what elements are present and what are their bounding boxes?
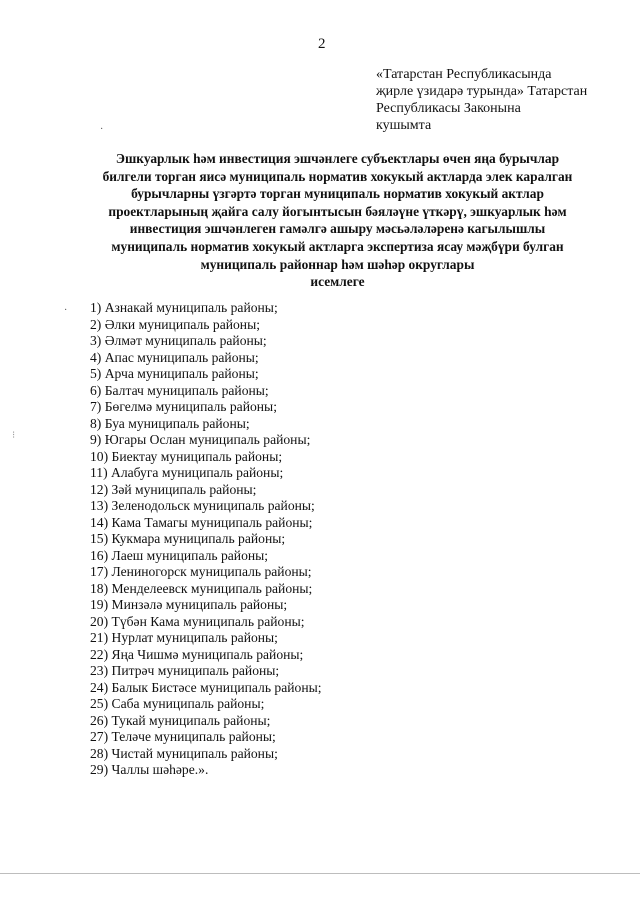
- list-item: 28) Чистай муниципаль районы;: [90, 745, 278, 761]
- title-line: муниципаль районнар һәм шәһәр округлары: [200, 256, 475, 272]
- appendix-note-line: «Татарстан Республикасында: [376, 67, 552, 82]
- title-line: проектларының җайга салу йогынтысын бәяләүне үткәрү, эшкуарлык һәм: [108, 203, 567, 219]
- list-item: 8) Буа муниципаль районы;: [90, 415, 250, 431]
- list-item: 2) Әлки муниципаль районы;: [90, 316, 260, 332]
- list-item: 26) Тукай муниципаль районы;: [90, 712, 271, 728]
- list-item: 1) Азнакай муниципаль районы;: [90, 300, 278, 315]
- appendix-note-line: кушымта: [376, 118, 432, 133]
- list-item: 5) Арча муниципаль районы;: [90, 366, 259, 381]
- list-item: 3) Әлмәт муниципаль районы;: [90, 333, 267, 348]
- list-item: 17) Лениногорск муниципаль районы;: [90, 564, 312, 579]
- list-item: 23) Питрәч муниципаль районы;: [90, 663, 280, 678]
- list-item: 15) Кукмара муниципаль районы;: [90, 531, 286, 546]
- document-title: [60, 150, 615, 291]
- title-line: инвестиция эшчәнлеген гамәлгә ашыру мәсьәләләренә кагылышлы: [129, 221, 546, 237]
- title-line: Эшкуарлык һәм инвестиция эшчәнлеге субъектлары өчен яңа бурычлар: [115, 151, 560, 166]
- list-item: 29) Чаллы шәһәре.».: [90, 762, 209, 777]
- list-item: 11) Алабуга муниципаль районы;: [90, 465, 284, 480]
- scan-bottom-edge: [0, 873, 640, 874]
- list-item: 16) Лаеш муниципаль районы;: [90, 547, 269, 563]
- appendix-note-line: Республикасы Законына: [376, 101, 521, 116]
- title-line: билгели торган яисә муниципаль норматив хокукый актларда элек каралган: [102, 168, 573, 184]
- title-line: бурычларны үзгәртә торган муниципаль норматив хокукый актлар: [131, 186, 544, 202]
- list-item: 12) Зәй муниципаль районы;: [90, 481, 257, 497]
- list-item: 27) Теләче муниципаль районы;: [90, 729, 276, 744]
- list-item: 21) Нурлат муниципаль районы;: [90, 630, 278, 645]
- list-item: 7) Бөгелмә муниципаль районы;: [90, 399, 277, 414]
- scan-speck: ⁝: [12, 430, 16, 441]
- list-item: 19) Минзәлә муниципаль районы;: [90, 597, 288, 612]
- municipality-list: [90, 300, 322, 779]
- list-item: 6) Балтач муниципаль районы;: [90, 382, 269, 398]
- list-item: 14) Кама Тамагы муниципаль районы;: [90, 514, 313, 530]
- appendix-note-line: җирле үзидарә турында» Татарстан: [376, 84, 588, 99]
- list-item: 18) Менделеевск муниципаль районы;: [90, 580, 313, 596]
- list-item: 4) Апас муниципаль районы;: [90, 349, 259, 365]
- list-item: 9) Югары Ослан муниципаль районы;: [90, 432, 311, 447]
- list-item: 20) Түбән Кама муниципаль районы;: [90, 613, 305, 629]
- title-line: исемлеге: [310, 274, 365, 290]
- list-item: 24) Балык Бистәсе муниципаль районы;: [90, 679, 322, 695]
- page-number: 2: [318, 36, 326, 52]
- list-item: 13) Зеленодольск муниципаль районы;: [90, 498, 315, 513]
- appendix-note: [376, 66, 626, 134]
- list-item: 25) Саба муниципаль районы;: [90, 696, 265, 711]
- title-line: муниципаль норматив хокукый актларга экспертиза ясау мәҗбүри булган: [111, 238, 564, 254]
- scan-speck: ·: [64, 305, 68, 316]
- list-item: 22) Яңа Чишмә муниципаль районы;: [90, 646, 304, 662]
- list-item: 10) Биектау муниципаль районы;: [90, 448, 283, 464]
- scan-speck: ·: [100, 124, 104, 135]
